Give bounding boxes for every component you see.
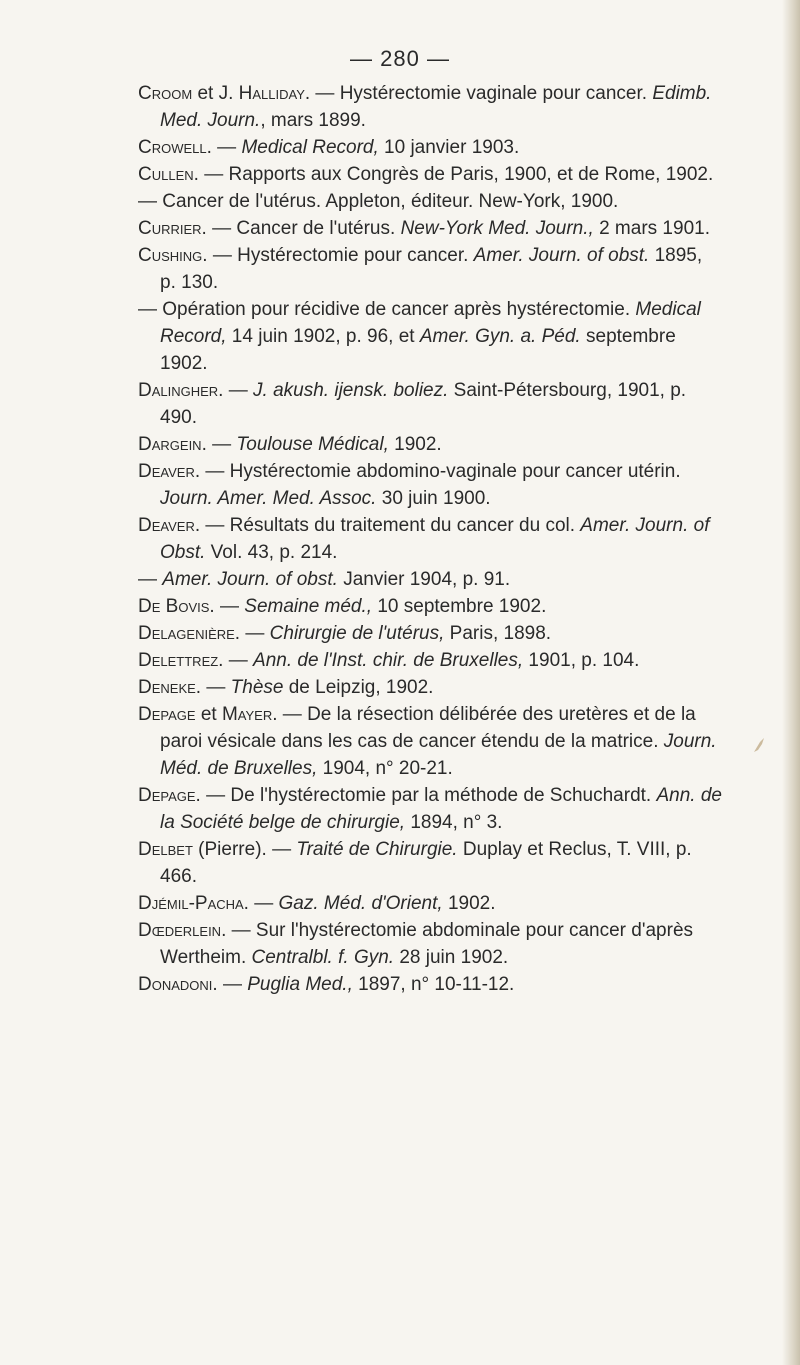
entry-tail: Janvier 1904, p. 91. — [337, 569, 511, 590]
entry-text: — Hystérectomie vaginale pour cancer. — [310, 83, 653, 104]
entry-tail: 1904, n° 20-21. — [317, 758, 453, 779]
entry-tail: 10 septembre 1902. — [372, 596, 547, 617]
entry-author: Delagenière. — [138, 623, 241, 644]
entry-journal: New-York Med. Journ., — [400, 218, 594, 239]
entry-text: — Sur l'hystérectomie abdominale pour cancer d'après Wertheim. — [160, 920, 694, 968]
entry-tail: 10 janvier 1903. — [378, 137, 520, 158]
entry-text: — — [240, 623, 270, 644]
entry-journal: Toulouse Médical, — [236, 434, 389, 455]
bibliography-entry — [138, 593, 722, 620]
entry-tail: de Leipzig, 1902. — [283, 677, 434, 698]
entry-journal: J. akush. ijensk. boliez. — [253, 380, 449, 401]
page-number: — 280 — — [350, 46, 450, 71]
entry-journal: Traité de Chirurgie. — [296, 839, 458, 860]
entry-text: — — [248, 893, 279, 914]
entry-author: Dargein. — [138, 434, 207, 455]
entry-author: Donadoni. — [138, 974, 218, 995]
entry-author: Depage — [138, 704, 196, 725]
entry-text: — — [138, 569, 163, 590]
entry-connector: (Pierre). — [192, 839, 267, 860]
bibliography-entry — [138, 836, 722, 890]
entry-journal-2: Amer. Gyn. a. Péd. — [419, 326, 581, 347]
entry-journal: Medical Record, — [241, 137, 379, 158]
entry-text: — Hystérectomie abdomino-vaginale pour cancer utérin. — [200, 461, 681, 482]
bibliography-entry — [138, 971, 722, 998]
bibliography-entry — [138, 161, 722, 188]
bibliography-entry — [138, 917, 722, 971]
entry-journal: Amer. Journ. of Obst. — [160, 515, 710, 563]
entry-tail-2: septembre 1902. — [160, 326, 676, 374]
entry-tail: 30 juin 1900. — [376, 488, 491, 509]
entry-tail: Duplay et Reclus, T. VIII, p. 466. — [160, 839, 692, 887]
bibliography-entry — [138, 701, 722, 782]
entry-text: — — [211, 137, 242, 158]
entry-text: — Opération pour récidive de cancer après hystérectomie. — [138, 299, 636, 320]
entry-author: Deaver. — [138, 515, 201, 536]
entry-journal: Amer. Journ. of obst. — [162, 569, 338, 590]
entry-author: Djémil-Pacha. — [138, 893, 249, 914]
entry-author: Deneke. — [138, 677, 202, 698]
bibliography-entry — [138, 620, 722, 647]
entry-journal: Ann. de la Société belge de chirurgie, — [160, 785, 722, 833]
entry-author: De Bovis. — [138, 596, 215, 617]
bibliography-entry — [138, 134, 722, 161]
entry-text: — — [266, 839, 297, 860]
entry-author: Delettrez. — [138, 650, 224, 671]
entry-text: — — [223, 650, 254, 671]
bibliography-entry — [138, 890, 722, 917]
entry-author: Cushing. — [138, 245, 208, 266]
entry-author: Crowell. — [138, 137, 212, 158]
entry-author: Cullen. — [138, 164, 199, 185]
bibliography-list — [138, 80, 722, 998]
entry-author: Dalingher. — [138, 380, 224, 401]
entry-connector: et — [195, 704, 222, 725]
entry-text: — Cancer de l'utérus. Appleton, éditeur. New-York, 1900. — [138, 191, 619, 212]
entry-tail: Vol. 43, p. 214. — [205, 542, 338, 563]
entry-journal: Puglia Med., — [247, 974, 353, 995]
entry-tail: , mars 1899. — [260, 110, 366, 131]
entry-text: — Résultats du traitement du cancer du col. — [200, 515, 581, 536]
entry-journal: Journ. Amer. Med. Assoc. — [160, 488, 377, 509]
entry-author: Currier. — [138, 218, 207, 239]
bibliography-entry — [138, 647, 722, 674]
bibliography-entry — [138, 215, 722, 242]
entry-journal: Ann. de l'Inst. chir. de Bruxelles, — [253, 650, 524, 671]
entry-author: Croom — [138, 83, 193, 104]
bibliography-entry — [138, 188, 722, 215]
entry-journal: Chirurgie de l'utérus, — [269, 623, 445, 644]
bibliography-entry — [138, 782, 722, 836]
entry-tail: 14 juin 1902, p. 96, et — [226, 326, 420, 347]
entry-author: Depage. — [138, 785, 201, 806]
entry-author: Deaver. — [138, 461, 201, 482]
bibliography-entry — [138, 674, 722, 701]
ink-speck-icon — [752, 736, 766, 754]
entry-tail: 1897, n° 10-11-12. — [352, 974, 515, 995]
entry-text: — — [223, 380, 254, 401]
entry-tail: 1902. — [388, 434, 442, 455]
bibliography-entry — [138, 512, 722, 566]
entry-text: — Rapports aux Congrès de Paris, 1900, et de Rome, 1902. — [198, 164, 714, 185]
entry-text: — — [214, 596, 245, 617]
entry-tail: Paris, 1898. — [444, 623, 552, 644]
page-edge-shadow — [782, 0, 800, 1365]
entry-text: — De la résection délibérée des uretères et de la paroi vésicale dans les cas de cancer étendu de la matrice. — [160, 704, 696, 752]
entry-author: Dœderlein. — [138, 920, 227, 941]
entry-tail: 1902. — [442, 893, 496, 914]
entry-author: Delbet — [138, 839, 193, 860]
entry-tail: 28 juin 1902. — [394, 947, 509, 968]
entry-text: — Cancer de l'utérus. — [206, 218, 401, 239]
entry-tail: Saint-Pétersbourg, 1901, p. 490. — [160, 380, 687, 428]
entry-text: — — [217, 974, 248, 995]
entry-journal: Journ. Méd. de Bruxelles, — [160, 731, 717, 779]
entry-journal: Centralbl. f. Gyn. — [251, 947, 395, 968]
entry-text: — Hystérectomie pour cancer. — [207, 245, 474, 266]
entry-coauthor: Halliday. — [238, 83, 311, 104]
entry-tail: 1901, p. 104. — [523, 650, 640, 671]
bibliography-entry — [138, 296, 722, 377]
entry-text: — De l'hystérectomie par la méthode de Schuchardt. — [200, 785, 657, 806]
entry-journal: Amer. Journ. of obst. — [473, 245, 650, 266]
entry-journal: Medical Record, — [160, 299, 701, 347]
entry-tail: 2 mars 1901. — [593, 218, 710, 239]
entry-journal: Gaz. Méd. d'Orient, — [278, 893, 443, 914]
bibliography-entry — [138, 80, 722, 134]
entry-journal: Thèse — [230, 677, 284, 698]
entry-journal: Semaine méd., — [244, 596, 373, 617]
bibliography-entry — [138, 431, 722, 458]
entry-tail: 1895, p. 130. — [160, 245, 703, 293]
entry-connector: et J. — [192, 83, 239, 104]
entry-coauthor: Mayer. — [221, 704, 278, 725]
bibliography-entry — [138, 242, 722, 296]
entry-text: — — [201, 677, 231, 698]
entry-tail: 1894, n° 3. — [405, 812, 503, 833]
entry-journal: Edimb. Med. Journ. — [160, 83, 712, 131]
entry-text: — — [206, 434, 237, 455]
bibliography-entry — [138, 566, 722, 593]
bibliography-entry — [138, 377, 722, 431]
bibliography-entry — [138, 458, 722, 512]
